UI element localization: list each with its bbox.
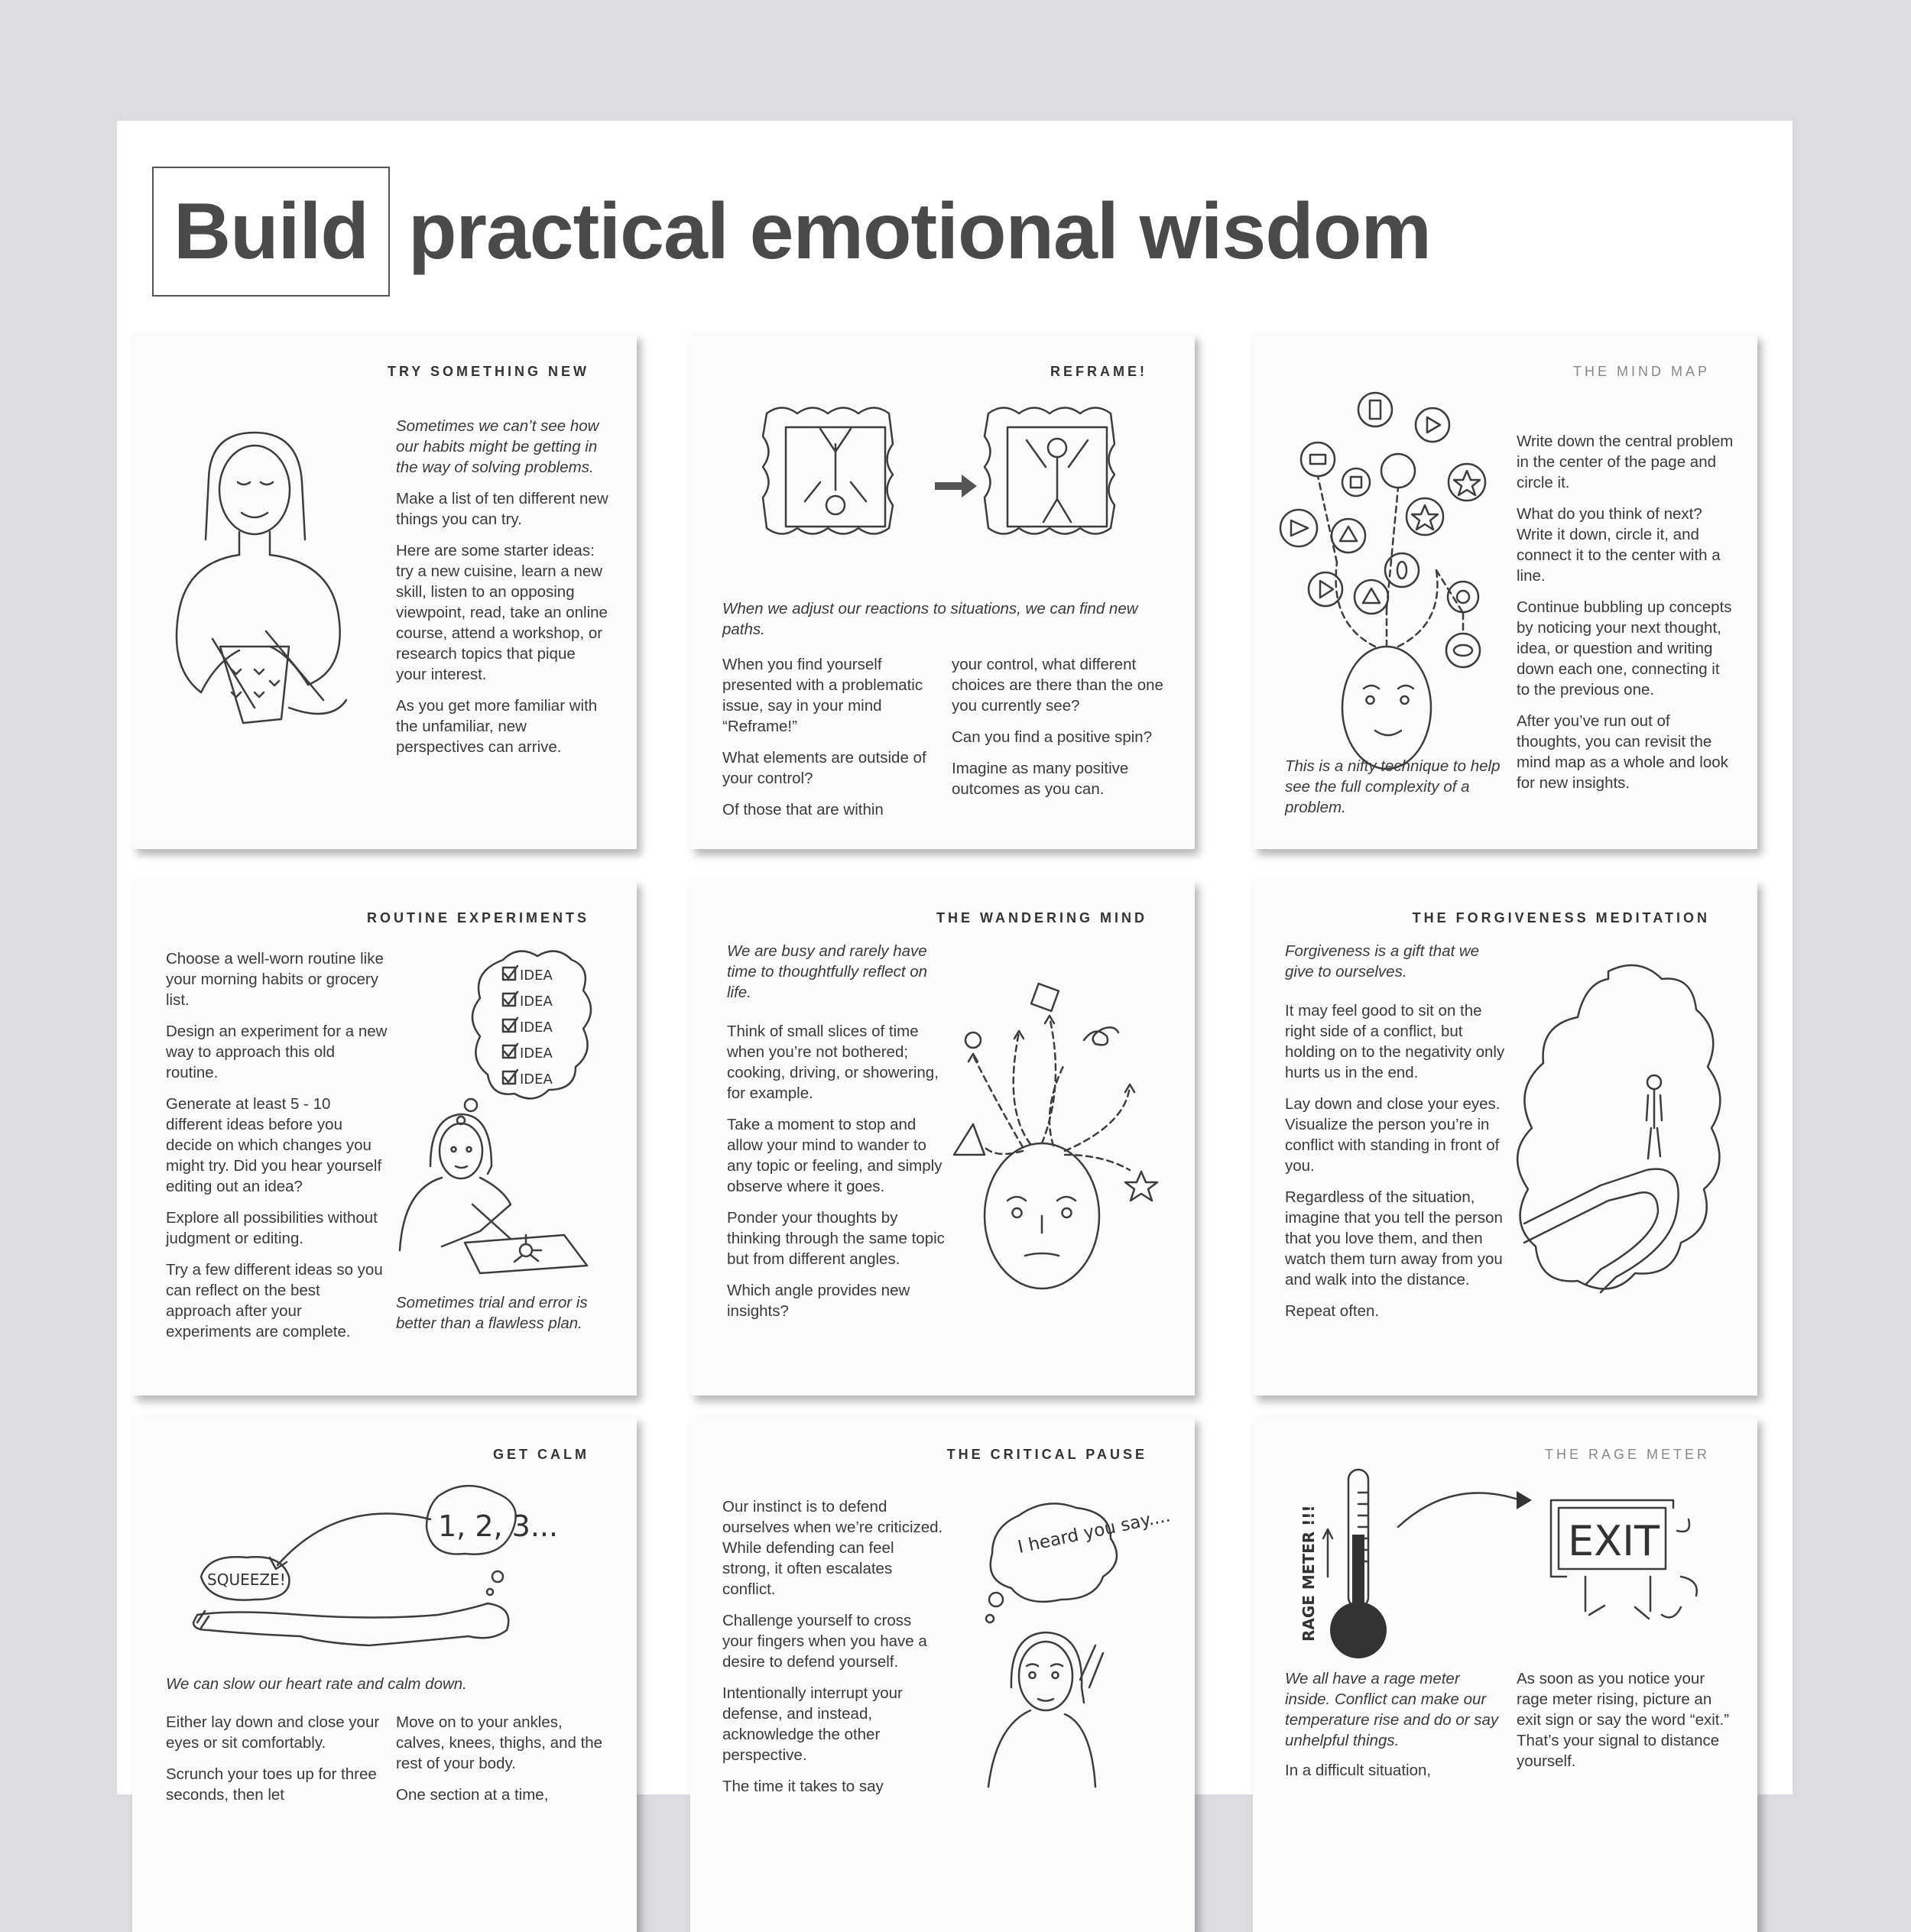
card-paragraph: Intentionally interrupt your defense, and instead, acknowledge the other perspective. <box>722 1684 903 1764</box>
card-body <box>166 948 388 1353</box>
card-intro: We can slow our heart rate and calm down. <box>166 1675 467 1693</box>
card-paragraph: Repeat often. <box>1285 1302 1380 1320</box>
idea-item: IDEA <box>520 1071 553 1088</box>
card-paragraph: Either lay down and close your eyes or sit comfortably. <box>166 1713 380 1752</box>
card-paragraph: One section at a time, <box>396 1786 549 1804</box>
speech-bubble-text: I heard you say.... <box>1016 1506 1173 1558</box>
card-title: THE MIND MAP <box>1572 364 1710 379</box>
card-paragraph: Try a few different ideas so you can reflect on the best approach after your experiments are complete. <box>166 1261 383 1340</box>
squeeze-bubble-text: SQUEEZE! <box>207 1571 286 1589</box>
card-get-calm <box>132 1416 637 1932</box>
card-paragraph: What elements are outside of your control? <box>722 749 926 787</box>
card-paragraph: Design an experiment for a new way to approach this old routine. <box>166 1023 388 1081</box>
card-intro-block <box>722 598 1166 650</box>
card-title: GET CALM <box>493 1447 589 1462</box>
headline <box>152 167 1431 297</box>
card-paragraph: In a difficult situation, <box>1285 1762 1432 1779</box>
card-paragraph: Lay down and close your eyes. Visualize the person you’re in conflict with standing in front of you. <box>1285 1095 1501 1175</box>
card-reframe <box>690 333 1195 849</box>
card-critical-pause <box>690 1416 1195 1932</box>
card-intro: We all have a rage meter inside. Conflict can make our temperature rise and do or say unhelpful things. <box>1285 1670 1499 1749</box>
card-mind-map <box>1253 333 1757 849</box>
reframe-illustration <box>759 398 1149 551</box>
card-paragraph: When you find yourself presented with a problematic issue, say in your mind “Reframe!” <box>722 656 923 735</box>
idea-item: IDEA <box>520 1045 553 1062</box>
idea-item: IDEA <box>520 994 553 1010</box>
card-intro: Forgiveness is a gift that we give to ourselves. <box>1285 942 1480 981</box>
idea-item: IDEA <box>520 968 553 984</box>
card-paragraph: Move on to your ankles, calves, knees, thighs, and the rest of your body. <box>396 1713 603 1772</box>
card-paragraph: After you’ve run out of thoughts, you can revisit the mind map as a whole and look for new insights. <box>1517 712 1728 792</box>
card-paragraph: Choose a well-worn routine like your morning habits or grocery list. <box>166 950 384 1009</box>
card-paragraph: The time it takes to say <box>722 1778 884 1795</box>
card-paragraph: Ponder your thoughts by thinking through the same topic but from different angles. <box>727 1209 945 1268</box>
forgiveness-path-illustration <box>1509 956 1746 1323</box>
card-paragraph: Write down the central problem in the center of the page and circle it. <box>1517 433 1734 491</box>
card-body <box>722 1496 944 1807</box>
card-paragraph: What do you think of next? Write it down, circle it, and connect it to the center with a line. <box>1517 505 1721 585</box>
card-body <box>1285 941 1507 1332</box>
card-column-right <box>396 1712 610 1816</box>
mind-map-illustration <box>1268 379 1497 776</box>
card-intro: We are busy and rarely have time to thoughtfully reflect on life. <box>727 942 928 1001</box>
idea-item: IDEA <box>520 1019 553 1036</box>
card-column-right: As soon as you notice your rage meter rising, picture an exit sign or say the word “exit.” That’s your signal to distance yourself. <box>1517 1670 1729 1770</box>
card-intro: When we adjust our reactions to situations, we can find new paths. <box>722 600 1138 638</box>
card-paragraph: Of those that are within <box>722 801 884 819</box>
card-paragraph: Which angle provides new insights? <box>727 1282 910 1320</box>
card-intro: Sometimes we can’t see how our habits might be getting in the way of solving problems. <box>396 417 599 476</box>
card-title: ROUTINE EXPERIMENTS <box>366 910 589 925</box>
rage-meter-illustration <box>1283 1462 1719 1668</box>
card-paragraph: Our instinct is to defend ourselves when we’re criticized. While defending can feel strong, it often escalates conflict. <box>722 1498 943 1598</box>
critical-pause-illustration <box>958 1496 1172 1787</box>
card-column-left <box>722 654 936 831</box>
card-paragraph: Imagine as many positive outcomes as you can. <box>952 760 1129 798</box>
card-paragraph: As you get more familiar with the unfamiliar, new perspectives can arrive. <box>396 697 598 756</box>
card-paragraph: Take a moment to stop and allow your mind to wander to any topic or feeling, and simply observe where it goes. <box>727 1116 943 1195</box>
headline-boxed-word: Build <box>152 167 390 297</box>
card-paragraph: Scrunch your toes up for three seconds, then let <box>166 1765 377 1804</box>
headline-text: practical emotional wisdom <box>407 186 1431 276</box>
card-body <box>396 416 610 768</box>
card-paragraph: Think of small slices of time when you’re not bothered; cooking, driving, or showering, for example. <box>727 1023 939 1102</box>
card-title: THE FORGIVENESS MEDITATION <box>1412 910 1710 925</box>
idea-list-illustration <box>388 945 625 1273</box>
card-try-something-new <box>132 333 637 849</box>
rage-meter-label: RAGE METER !!! <box>1299 1505 1318 1642</box>
card-intro-block <box>166 1674 609 1705</box>
card-paragraph: Here are some starter ideas: try a new cuisine, learn a new skill, listen to an opposing viewpoint, read, take an online course, attend a workshop, or research topics that pique your interest. <box>396 542 608 683</box>
card-column-right <box>952 654 1173 810</box>
card-paragraph: Continue bubbling up concepts by noticing your next thought, idea, or question and writing down each one, connecting it to the previous one. <box>1517 598 1732 699</box>
card-title: TRY SOMETHING NEW <box>387 364 589 379</box>
wandering-mind-illustration <box>950 971 1179 1308</box>
card-title: THE RAGE METER <box>1544 1447 1710 1462</box>
card-routine-experiments <box>132 880 637 1396</box>
card-note: This is a nifty technique to help see the full complexity of a problem. <box>1285 757 1501 816</box>
card-note: Sometimes trial and error is better than a flawless plan. <box>396 1294 588 1332</box>
card-wandering-mind <box>690 880 1195 1396</box>
get-calm-illustration <box>186 1481 559 1657</box>
card-title: THE WANDERING MIND <box>936 910 1147 925</box>
card-paragraph: Generate at least 5 - 10 different ideas before you decide on which changes you might try. Did you hear yourself editing out an idea? <box>166 1095 382 1195</box>
card-title: THE CRITICAL PAUSE <box>946 1447 1147 1462</box>
card-paragraph: It may feel good to sit on the right side of a conflict, but holding on to the negativity only hurts us in the end. <box>1285 1002 1505 1081</box>
card-paragraph: your control, what different choices are there than the one you currently see? <box>952 656 1163 715</box>
card-paragraph: Explore all possibilities without judgment or editing. <box>166 1209 378 1247</box>
knitting-woman-illustration <box>155 417 362 738</box>
card-paragraph: Regardless of the situation, imagine that you tell the person that you love them, and then watch them turn away from you and walk into the distance. <box>1285 1188 1503 1289</box>
card-title: REFRAME! <box>1050 364 1147 379</box>
content-panel <box>117 121 1793 1804</box>
card-body <box>727 941 949 1332</box>
exit-sign-text: EXIT <box>1568 1517 1660 1565</box>
count-bubble-text: 1, 2, 3... <box>438 1509 559 1543</box>
idea-checklist <box>503 966 553 1088</box>
card-paragraph: Challenge yourself to cross your fingers when you have a desire to defend yourself. <box>722 1612 927 1671</box>
card-paragraph: Can you find a positive spin? <box>952 728 1153 746</box>
card-paragraph: Make a list of ten different new things you can try. <box>396 490 608 528</box>
card-rage-meter <box>1253 1416 1757 1932</box>
card-forgiveness-meditation <box>1253 880 1757 1396</box>
card-column-left <box>166 1712 380 1816</box>
card-body <box>1517 431 1734 804</box>
